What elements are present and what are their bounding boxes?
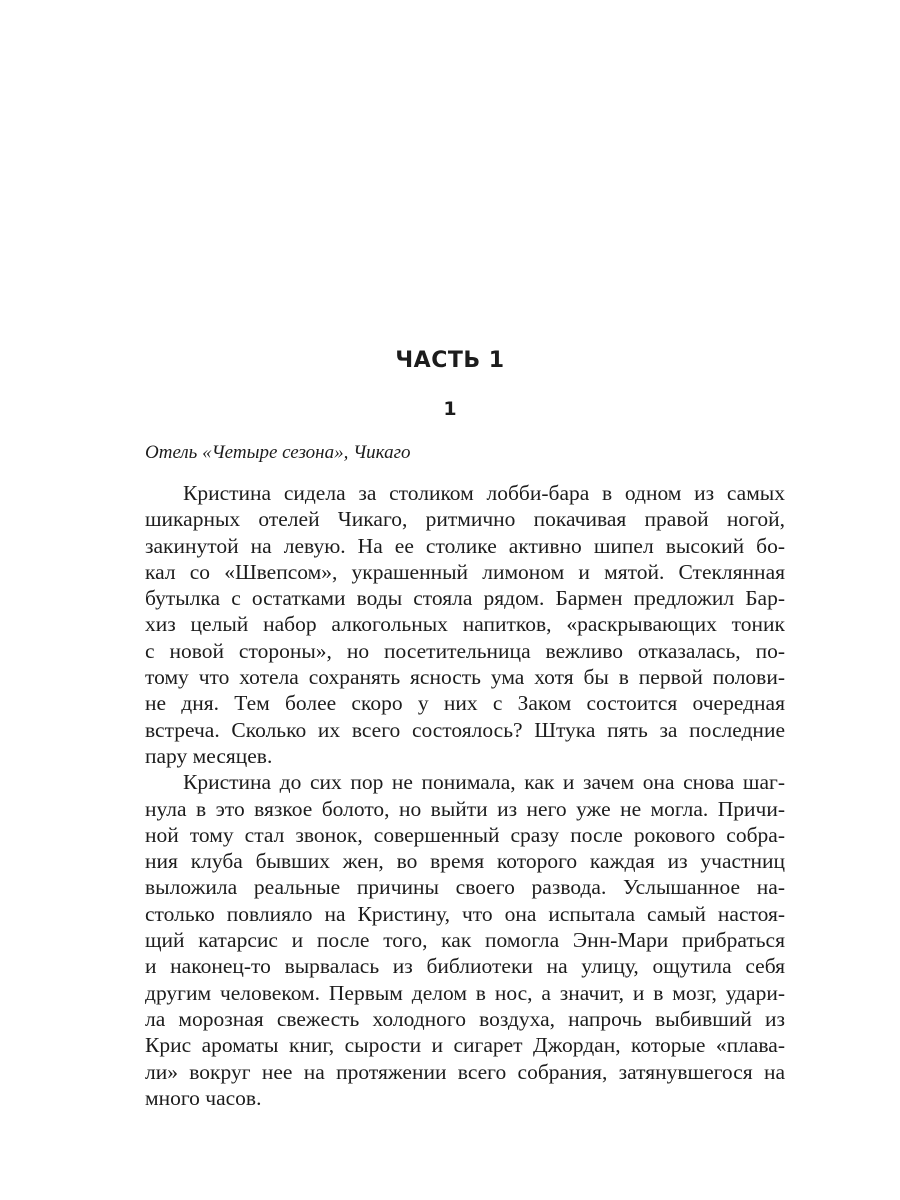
text-line: не дня. Тем более скоро у них с Заком состоится очередная xyxy=(145,691,785,716)
text-line: другим человеком. Первым делом в нос, а значит, и в мозг, удари- xyxy=(145,980,785,1005)
location-subtitle: Отель «Четыре сезона», Чикаго xyxy=(145,442,411,463)
text-line: кал со «Швепсом», украшенный лимоном и мятой. Стеклянная xyxy=(145,559,785,584)
text-line: ли» вокруг нее на протяжении всего собрания, затянувшегося на xyxy=(145,1059,785,1084)
text-line: тому что хотела сохранять ясность ума хотя бы в первой полови- xyxy=(145,665,785,690)
text-line: Кристина сидела за столиком лобби-бара в одном из самых xyxy=(183,481,785,505)
text-line: бутылка с остатками воды стояла рядом. Бармен предложил Бар- xyxy=(145,586,785,611)
text-line: пару месяцев. xyxy=(145,743,273,768)
text-line: шикарных отелей Чикаго, ритмично покачивая правой ногой, xyxy=(145,507,785,532)
paragraph-2 xyxy=(145,769,785,1111)
text-line: выложила реальные причины своего развода. Услышанное на- xyxy=(145,875,785,900)
body-text xyxy=(145,480,785,1111)
text-line: ной тому стал звонок, совершенный сразу после рокового собра- xyxy=(145,822,785,847)
text-line: встреча. Сколько их всего состоялось? Штука пять за последние xyxy=(145,717,785,742)
text-line: и наконец-то вырвалась из библиотеки на улицу, ощутила себя xyxy=(145,954,785,979)
text-line: Кристина до сих пор не понимала, как и зачем она снова шаг- xyxy=(183,770,785,795)
text-line: Крис ароматы книг, сырости и сигарет Джордан, которые «плава- xyxy=(145,1033,785,1058)
text-line: столько повлияло на Кристину, что она испытала самый настоя- xyxy=(145,901,785,926)
paragraph-1 xyxy=(145,480,785,769)
text-line: хиз целый набор алкогольных напитков, «раскрывающих тоник xyxy=(145,612,785,637)
text-line: щий катарсис и после того, как помогла Энн-Мари прибраться xyxy=(145,928,785,953)
part-title: ЧАСТЬ 1 xyxy=(395,348,505,373)
text-line: нула в это вязкое болото, но выйти из него уже не могла. Причи- xyxy=(145,796,785,821)
text-line: с новой стороны», но посетительница вежливо отказалась, по- xyxy=(145,638,785,663)
text-line: много часов. xyxy=(145,1085,262,1110)
text-line: ла морозная свежесть холодного воздуха, напрочь выбивший из xyxy=(145,1006,785,1031)
text-line: закинутой на левую. На ее столике активно шипел высокий бо- xyxy=(145,533,785,558)
text-line: ния клуба бывших жен, во время которого каждая из участниц xyxy=(145,849,785,874)
chapter-number: 1 xyxy=(443,398,457,420)
